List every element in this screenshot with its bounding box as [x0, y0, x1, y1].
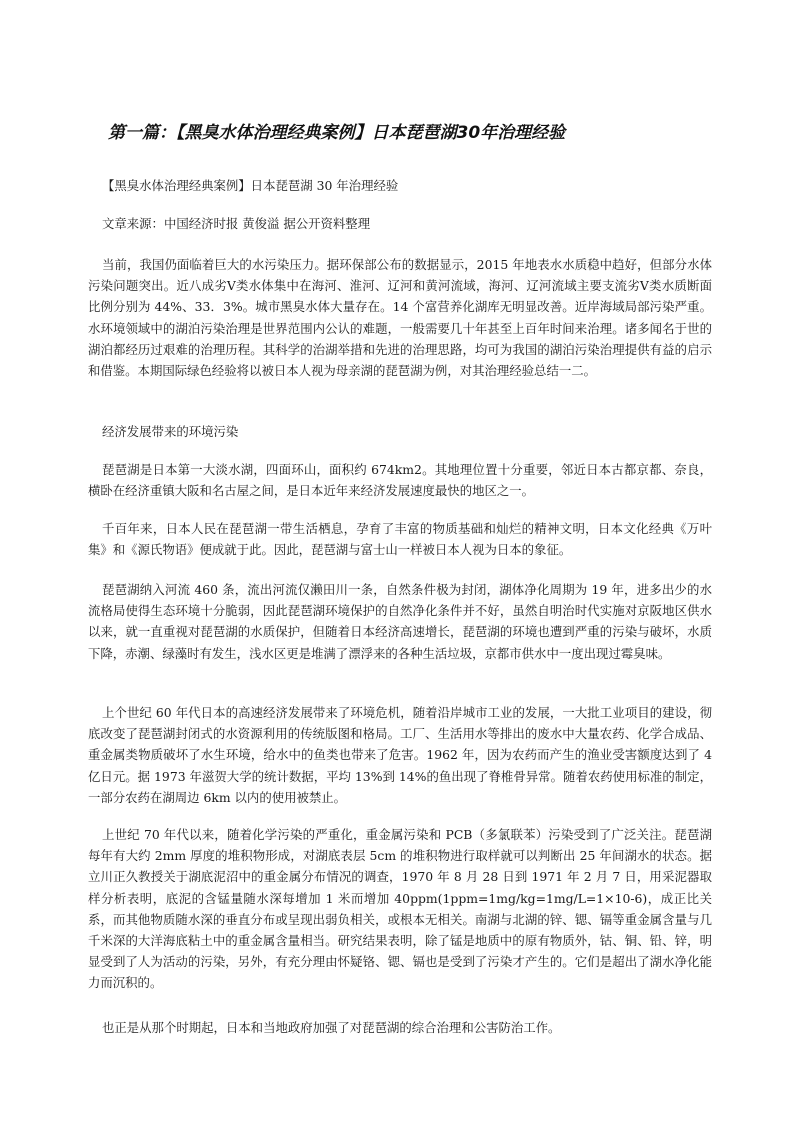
subtitle-line: 【黑臭水体治理经典案例】日本琵琶湖 30 年治理经验: [102, 178, 399, 193]
paragraph-culture: 千百年来，日本人民在琵琶湖一带生活栖息，孕育了丰富的物质基础和灿烂的精神文明，日本文化经典《万叶集》和《源氏物语》便成就于此。因此，琵琶湖与富士山一样被日本人视为日本的象征。: [88, 521, 712, 558]
paragraph-governance: 也正是从那个时期起，日本和当地政府加强了对琵琶湖的综合治理和公害防治工作。: [102, 1020, 561, 1035]
paragraph-rivers: 琵琶湖纳入河流 460 条，流出河流仅濑田川一条，自然条件极为封闭，湖体净化周期为 19 年，进多出少的水流格局使得生态环境十分脆弱，因此琵琶湖环境保护的自然净化条件并不好，虽然自明治时代实施对京阪地区供水以来，就一直重视对琵琶湖的水质保护，但随着日本经济高速增长，琵琶湖的环境也遭到严重的污染与破坏，水质下降，赤潮、绿藻时有发生，浅水区更是堆满了漂浮来的各种生活垃圾，京都市供水中一度出现过霉臭味。: [88, 582, 712, 661]
section-heading: 经济发展带来的环境污染: [102, 424, 239, 439]
paragraph-intro: 当前，我国仍面临着巨大的水污染压力。据环保部公布的数据显示，2015 年地表水水质稳中趋好，但部分水体污染问题突出。近八成劣Ⅴ类水体集中在海河、淮河、辽河和黄河流域，海河、辽河流域主要支流劣Ⅴ类水质断面比例分别为 44%、33．3%。城市黑臭水体大量存在。14 个富营养化湖库无明显改善。近岸海域局部污染严重。水环境领域中的湖泊污染治理是世界范围内公认的难题，一般需要几十年甚至上百年时间来治理。诸多闻名于世的湖泊都经历过艰难的治理历程。其科学的治湖举措和先进的治理思路，均可为我国的湖泊污染治理提供有益的启示和借鉴。本期国际绿色经验将以被日本人视为母亲湖的琵琶湖为例，对其治理经验总结一二。: [88, 257, 712, 379]
paragraph-1970s: 上世纪 70 年代以来，随着化学污染的严重化，重金属污染和 PCB（多氯联苯）污染受到了广泛关注。琵琶湖每年有大约 2mm 厚度的堆积物形成，对湖底表层 5cm 的堆积物进行取样就可以判断出 25 年间湖水的状态。据立川正久教授关于湖底泥沼中的重金属分布情况的调查，1970 年 8 月 28 日到 1971 年 2 月 7 日，用采泥器取样分析表明，底泥的含锰量随水深每增加 1 米而增加 40ppm(1ppm=1mg/kg=1mg/L=1×10-6)，成正比关系，而其他物质随水深的垂直分布或呈现出弱负相关，或根本无相关。南湖与北湖的锌、锶、镉等重金属含量与几千米深的大洋海底粘土中的重金属含量相当。研究结果表明，除了锰是地质中的原有物质外，钴、铜、铅、锌，明显受到了人为活动的污染，另外，有充分理由怀疑铬、锶、镉也是受到了污染才产生的。它们是超出了湖水净化能力而沉积的。: [88, 827, 712, 991]
paragraph-geography: 琵琶湖是日本第一大淡水湖，四面环山，面积约 674km2。其地理位置十分重要，邻近日本古都京都、奈良，横卧在经济重镇大阪和名古屋之间，是日本近年来经济发展速度最快的地区之一。: [88, 462, 712, 499]
document-title: 第一篇：【黑臭水体治理经典案例】日本琵琶湖30年治理经验: [108, 123, 566, 143]
source-line: 文章来源：中国经济时报 黄俊溢 据公开资料整理: [102, 216, 371, 231]
paragraph-1960s: 上个世纪 60 年代日本的高速经济发展带来了环境危机，随着沿岸城市工业的发展，一大批工业项目的建设，彻底改变了琵琶湖封闭式的水资源利用的传统版图和格局。工厂、生活用水等排出的废水中大量农药、化学合成品、重金属类物质破坏了水生环境，给水中的鱼类也带来了危害。1962 年，因为农药而产生的渔业受害额度达到了 4 亿日元。据 1973 年滋贺大学的统计数据，平均 13%到 14%的鱼出现了脊椎骨异常。随着农药使用标准的制定，一部分农药在湖周边 6km 以内的使用被禁止。: [88, 705, 712, 805]
